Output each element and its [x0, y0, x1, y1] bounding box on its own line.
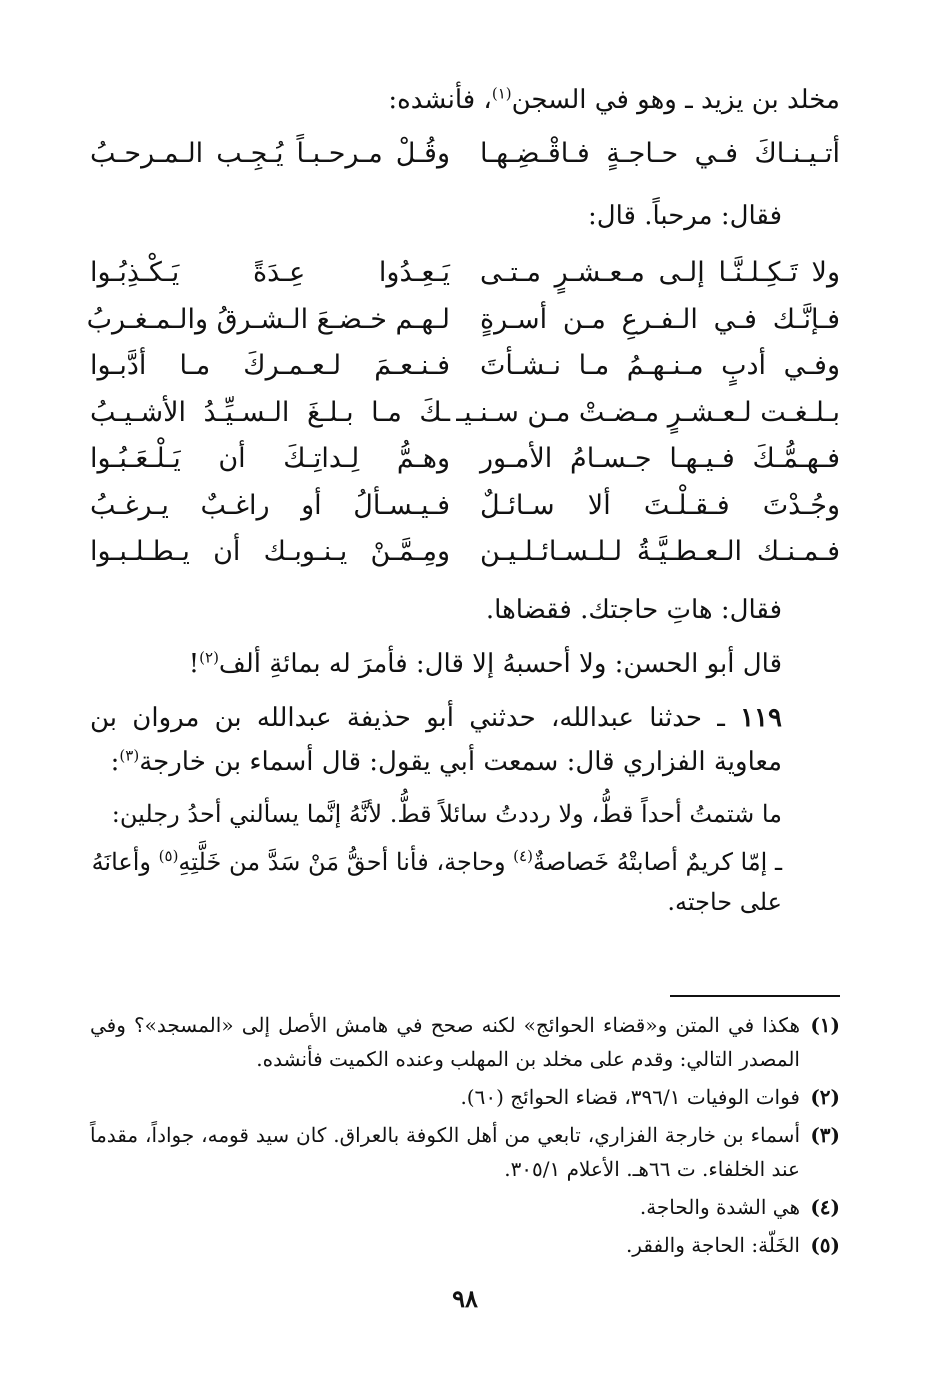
footnote-number: (٥) — [810, 1233, 840, 1257]
footnote-text: أسماء بن خارجة الفزاري، تابعي من أهل الكوفة بالعراق. كان سيد قومه، جواداً، مقدماً عند الخلفاء. ت ٦٦هـ. الأعلام ٣٠٥/١. — [90, 1123, 801, 1181]
footnote — [90, 1008, 840, 1076]
entry-number: ١١٩ — [740, 702, 782, 733]
intro-text: مخلد بن يزيد ـ وهو في السجن — [511, 85, 840, 115]
verse-hemistich-second: فـنـعـمَ لـعـمـركَ مـا أدَّبـوا — [90, 350, 450, 381]
verse-hemistich-first: ولا تَـكِـلـنَّـا إلـى مـعـشـرٍ مـتـى — [480, 257, 840, 288]
footnote-divider — [670, 995, 840, 997]
verse-hemistich-second: لـهـم خـضـعَ الـشـرقُ والـمـغـربُ — [86, 303, 450, 335]
footnote-ref-3: (٣) — [119, 745, 140, 764]
intro-line — [90, 78, 840, 122]
intro-end: ، فأنشده: — [388, 85, 492, 115]
entry-end: : — [110, 746, 120, 777]
said-line-1: فقال: مرحباً. قال: — [587, 201, 782, 231]
verse-hemistich-second: ـكَ مـا بـلـغَ الـسـيِّـدُ الأشـيـبُ — [90, 396, 450, 428]
narration-part-c: وأعانَهُ على حاجته. — [91, 847, 782, 916]
footnote-number: (٣) — [810, 1123, 840, 1147]
verse-hemistich-first: أتـيـنـاكَ فـي حـاجـةٍ فـاقْـضِـهـا — [480, 138, 840, 169]
footnote-number: (١) — [810, 1013, 840, 1037]
footnote-text: هكذا في المتن و«قضاء الحوائج» لكنه صحح في هامش الأصل إلى «المسجد»؟ وفي المصدر التالي: وقدم على مخلد بن المهلب وعنده الكميت فأنشده. — [90, 1013, 800, 1071]
footnote-text: فوات الوفيات ٣٩٦/١، قضاء الحوائج (٦٠). — [460, 1085, 800, 1109]
footnote-text: الخَلّة: الحاجة والفقر. — [625, 1233, 800, 1257]
verse-hemistich-first: فـهـمُّـكَ فـيـهـا جـسـامُ الأمـور — [480, 443, 840, 474]
verse-hemistich-first: فـمـنـك الـعـطـيَّـةُ لـلـسـائـلـيـن — [480, 536, 840, 567]
footnote — [90, 1190, 840, 1224]
verse-hemistich-first: بـلـغـت لـعـشـرٍ مـضـتْ مـن سـنـيـ — [456, 396, 840, 428]
footnotes — [90, 1008, 840, 1266]
abu-hasan-text: قال أبو الحسن: ولا أحسبهُ إلا قال: فأمرَ له بمائةِ ألف — [218, 648, 782, 679]
footnote — [90, 1080, 840, 1114]
narration-line-1: ما شتمتُ أحداً قطُّ، ولا رددتُ سائلاً قطُّ. لأنَّهُ إنَّما يسألني أحدُ رجلين: — [111, 799, 782, 828]
footnote-number: (٢) — [810, 1085, 840, 1109]
verse-hemistich-second: يَـعِـدُوا عِـدَةً يَـكْـذِبُـوا — [90, 257, 450, 288]
page-number: ٩٨ — [452, 1284, 478, 1313]
entry-text: ـ حدثنا عبدالله، حدثني أبو حذيفة عبدالله بن مروان بن معاوية الفزاري قال: سمعت أبي يقول: قال أسماء بن خارجة — [90, 702, 782, 777]
book-page — [86, 78, 840, 1368]
verse-line-1 — [90, 132, 840, 176]
verse-hemistich-second: فـيـسـألُ أو راغـبٌ يـرغـبُ — [90, 489, 450, 521]
poem-verse — [90, 390, 840, 437]
poem-verse — [90, 483, 840, 530]
verse-hemistich-second: ومِـمَّـنْ يـنـوبـك أن يـطـلـبـوا — [90, 536, 450, 567]
entry-paragraph — [90, 696, 840, 784]
footnote-text: هي الشدة والحاجة. — [639, 1195, 800, 1219]
poem-verse — [90, 529, 840, 576]
verse-hemistich-first: وفـي أدبٍ مـنـهـمُ مـا نـشـأتَ — [480, 350, 840, 381]
footnote-ref-4: (٤) — [513, 846, 533, 865]
footnote-ref-1: (١) — [491, 84, 512, 103]
narration-part-a: ـ إمّا كريمٌ أصابتْهُ خَصاصةٌ — [532, 847, 782, 876]
narration-line-2 — [90, 842, 840, 922]
poem-verse — [90, 343, 840, 390]
footnote-number: (٤) — [810, 1195, 840, 1219]
abu-hasan-end: ! — [188, 648, 200, 679]
poem-verse — [90, 250, 840, 297]
verse-hemistich-first: وجُـدْتَ فـقـلْـتَ ألا سـائـلٌ — [480, 489, 840, 521]
footnote-ref-2: (٢) — [199, 647, 219, 666]
footnote — [90, 1118, 840, 1186]
narration-part-b: وحاجة، فأنا أحقُّ مَنْ سَدَّ من خَلَّتِهِ — [178, 847, 514, 876]
verse-hemistich-second: وقُـلْ مـرحـبـاً يُـجِـب الـمـرحـبُ — [90, 138, 450, 169]
said-line-2: فقال: هاتِ حاجتك. فقضاها. — [485, 594, 782, 625]
poem-verse — [86, 297, 840, 344]
verse-hemistich-first: فـإنَّـك فـي الـفـرعِ مـن أسـرةٍ — [480, 303, 840, 335]
verse-hemistich-second: وهـمُّ لِـداتِـكَ أن يَـلْـعَـبُـوا — [90, 443, 450, 474]
footnote — [90, 1228, 840, 1262]
footnote-ref-5: (٥) — [158, 846, 179, 865]
abu-hasan-line — [90, 642, 840, 686]
poem — [86, 250, 840, 576]
poem-verse — [90, 436, 840, 483]
